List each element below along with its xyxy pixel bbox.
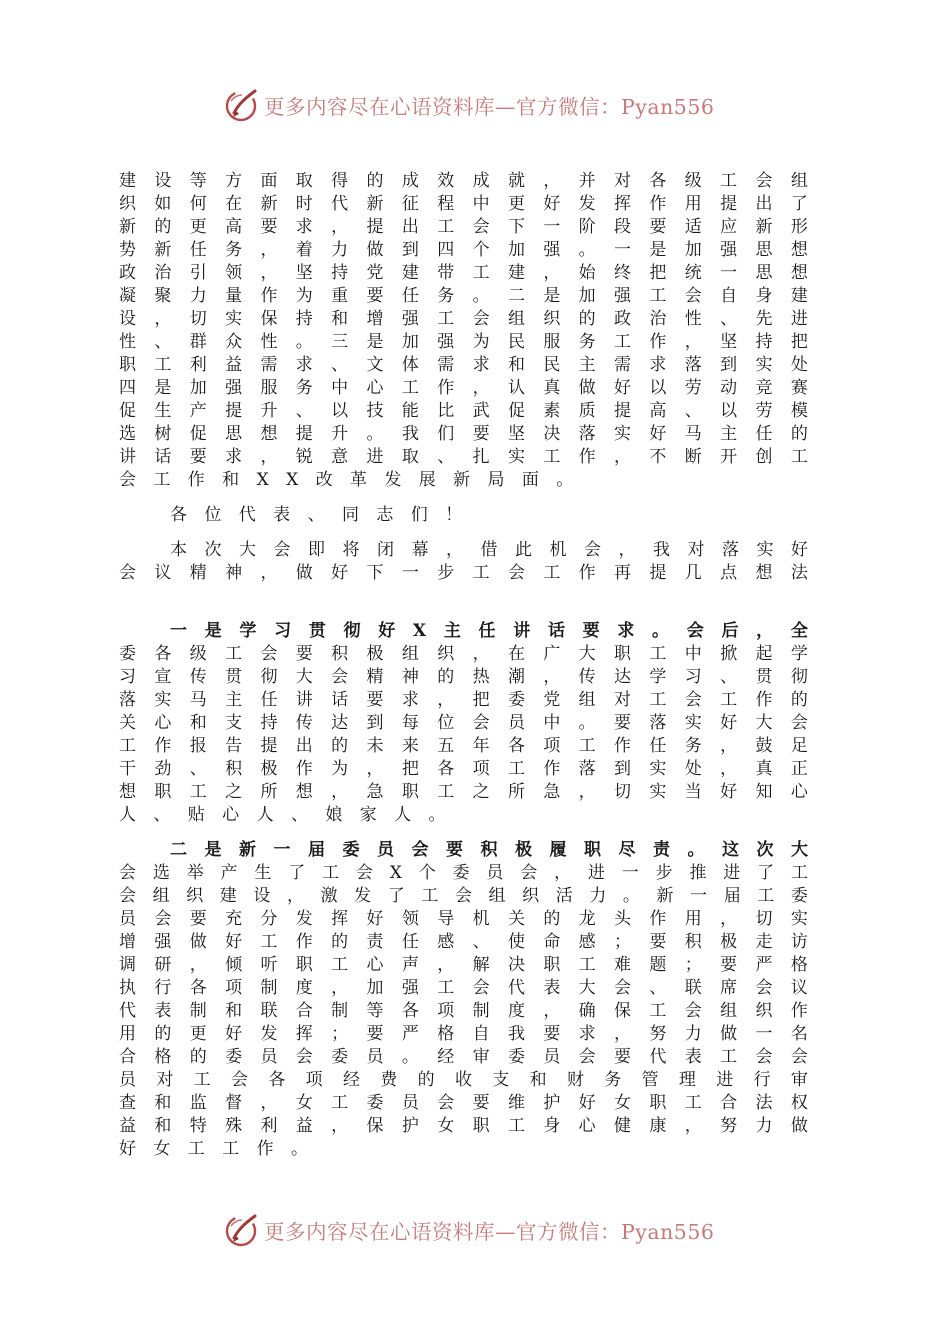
text-line: 人 、 贴 心 人 、 娘 家 人 。	[119, 805, 446, 825]
text-line: 习 宣 传 贯 彻 大 会 精 神 的 热 潮 ， 传 达 学 习 、 贯 彻	[119, 667, 808, 687]
paragraph	[119, 170, 808, 492]
text-line: 四 是 加 强 服 务 中 心 工 作 ， 认 真 做 好 以 劳 动 竞 赛	[119, 378, 808, 398]
text-line: 二 是 新 一 届 委 员 会 要 积 极 履 职 尽 责 。 这 次 大	[170, 840, 808, 860]
text-line: 好 女 工 工 作 。	[119, 1139, 308, 1159]
footer-watermark	[222, 1209, 714, 1251]
text-line: 代 表 制 和 联 合 制 等 各 项 制 度 ， 确 保 工 会 组 织 作	[119, 1001, 808, 1021]
text-line: 政 治 引 领 ， 坚 持 党 建 带 工 建 ， 始 终 把 统 一 思 想	[119, 263, 808, 283]
text-line: 建 设 等 方 面 取 得 的 成 效 成 就 ， 并 对 各 级 工 会 组	[119, 171, 808, 191]
text-line: 凝 聚 力 量 作 为 重 要 任 务 。 二 是 加 强 工 会 自 身 建	[119, 286, 808, 306]
header-watermark	[222, 84, 714, 126]
text-line: 员 对 工 会 各 项 经 费 的 收 支 和 财 务 管 理 进 行 审	[119, 1070, 808, 1090]
text-line: 本 次 大 会 即 将 闭 幕 ， 借 此 机 会 ， 我 对 落 实 好	[170, 540, 808, 560]
text-line: 会 组 织 建 设 ， 激 发 了 工 会 组 织 活 力 。 新 一 届 工 委	[119, 886, 808, 906]
paragraph-gap	[119, 492, 808, 504]
text-line: 势 新 任 务 ， 着 力 做 到 四 个 加 强 。 一 是 加 强 思 想	[119, 240, 808, 260]
text-line: 选 树 促 思 想 提 升 。 我 们 要 坚 决 落 实 好 马 主 任 的	[119, 424, 808, 444]
text-line: 干 劲 、 积 极 作 为 ， 把 各 项 工 作 落 到 实 处 ， 真 正	[119, 759, 808, 779]
text-line: 促 生 产 提 升 、 以 技 能 比 武 促 素 质 提 高 、 以 劳 模	[119, 401, 808, 421]
text-line: 调 研 ， 倾 听 职 工 心 声 ， 解 决 职 工 难 题 ； 要 严 格	[119, 955, 808, 975]
text-line: 一 是 学 习 贯 彻 好 X 主 任 讲 话 要 求 。 会 后 ， 全	[170, 621, 808, 641]
text-line: 会 选 举 产 生 了 工 会 X 个 委 员 会 ， 进 一 步 推 进 了 工	[119, 863, 808, 883]
watermark-text: 更多内容尽在心语资料库—官方微信：Pyan556	[264, 1220, 715, 1244]
text-line: 执 行 各 项 制 度 ， 加 强 工 会 代 表 大 会 、 联 席 会 议	[119, 978, 808, 998]
text-line: 讲 话 要 求 ， 锐 意 进 取 、 扎 实 工 作 ， 不 断 开 创 工	[119, 447, 808, 467]
text-line: 设 ， 切 实 保 持 和 增 强 工 会 组 织 的 政 治 性 、 先 进	[119, 309, 808, 329]
text-line: 新 的 更 高 要 求 ， 提 出 工 会 下 一 阶 段 要 适 应 新 形	[119, 217, 808, 237]
watermark-text: 更多内容尽在心语资料库—官方微信：Pyan556	[264, 95, 715, 119]
paragraph	[119, 839, 808, 1161]
text-line: 委 各 级 工 会 要 积 极 组 织 ， 在 广 大 职 工 中 掀 起 学	[119, 644, 808, 664]
text-line: 关 心 和 支 持 传 达 到 每 位 会 员 中 。 要 落 实 好 大 会	[119, 713, 808, 733]
paragraph	[119, 539, 808, 585]
text-line: 增 强 做 好 工 作 的 责 任 感 、 使 命 感 ； 要 积 极 走 访	[119, 932, 808, 952]
paragraph	[119, 504, 808, 527]
text-line: 益 和 特 殊 利 益 ， 保 护 女 职 工 身 心 健 康 ， 努 力 做	[119, 1116, 808, 1136]
text-line: 各 位 代 表 、 同 志 们 ！	[170, 505, 463, 525]
paragraph	[119, 620, 808, 827]
text-line: 员 会 要 充 分 发 挥 好 领 导 机 关 的 龙 头 作 用 ， 切 实	[119, 909, 808, 929]
text-line: 职 工 利 益 需 求 、 文 体 需 求 和 民 主 需 求 落 到 实 处	[119, 355, 808, 375]
text-line: 用 的 更 好 发 挥 ； 要 严 格 自 我 要 求 ， 努 力 做 一 名	[119, 1024, 808, 1044]
pen-seal-logo-icon	[222, 1210, 262, 1250]
document-body	[119, 170, 808, 1161]
text-line: 查 和 监 督 ， 女 工 委 员 会 要 维 护 好 女 职 工 合 法 权	[119, 1093, 808, 1113]
text-line: 工 作 报 告 提 出 的 未 来 五 年 各 项 工 作 任 务 ， 鼓 足	[119, 736, 808, 756]
text-line: 性 、 群 众 性 。 三 是 加 强 为 民 服 务 工 作 ， 坚 持 把	[119, 332, 808, 352]
text-line: 织 如 何 在 新 时 代 新 征 程 中 更 好 发 挥 作 用 提 出 了	[119, 194, 808, 214]
text-line: 会 议 精 神 ， 做 好 下 一 步 工 会 工 作 再 提 几 点 想 法	[119, 563, 808, 583]
paragraph-gap	[119, 527, 808, 539]
text-line: 落 实 马 主 任 讲 话 要 求 ， 把 委 党 组 对 工 会 工 作 的	[119, 690, 808, 710]
paragraph-gap	[119, 827, 808, 839]
pen-seal-logo-icon	[222, 85, 262, 125]
paragraph-gap	[119, 585, 808, 620]
text-line: 会 工 作 和 X X 改 革 发 展 新 局 面 。	[119, 470, 574, 490]
text-line: 想 职 工 之 所 想 ， 急 职 工 之 所 急 ， 切 实 当 好 知 心	[119, 782, 808, 802]
text-line: 合 格 的 委 员 会 委 员 。 经 审 委 员 会 要 代 表 工 会 会	[119, 1047, 808, 1067]
